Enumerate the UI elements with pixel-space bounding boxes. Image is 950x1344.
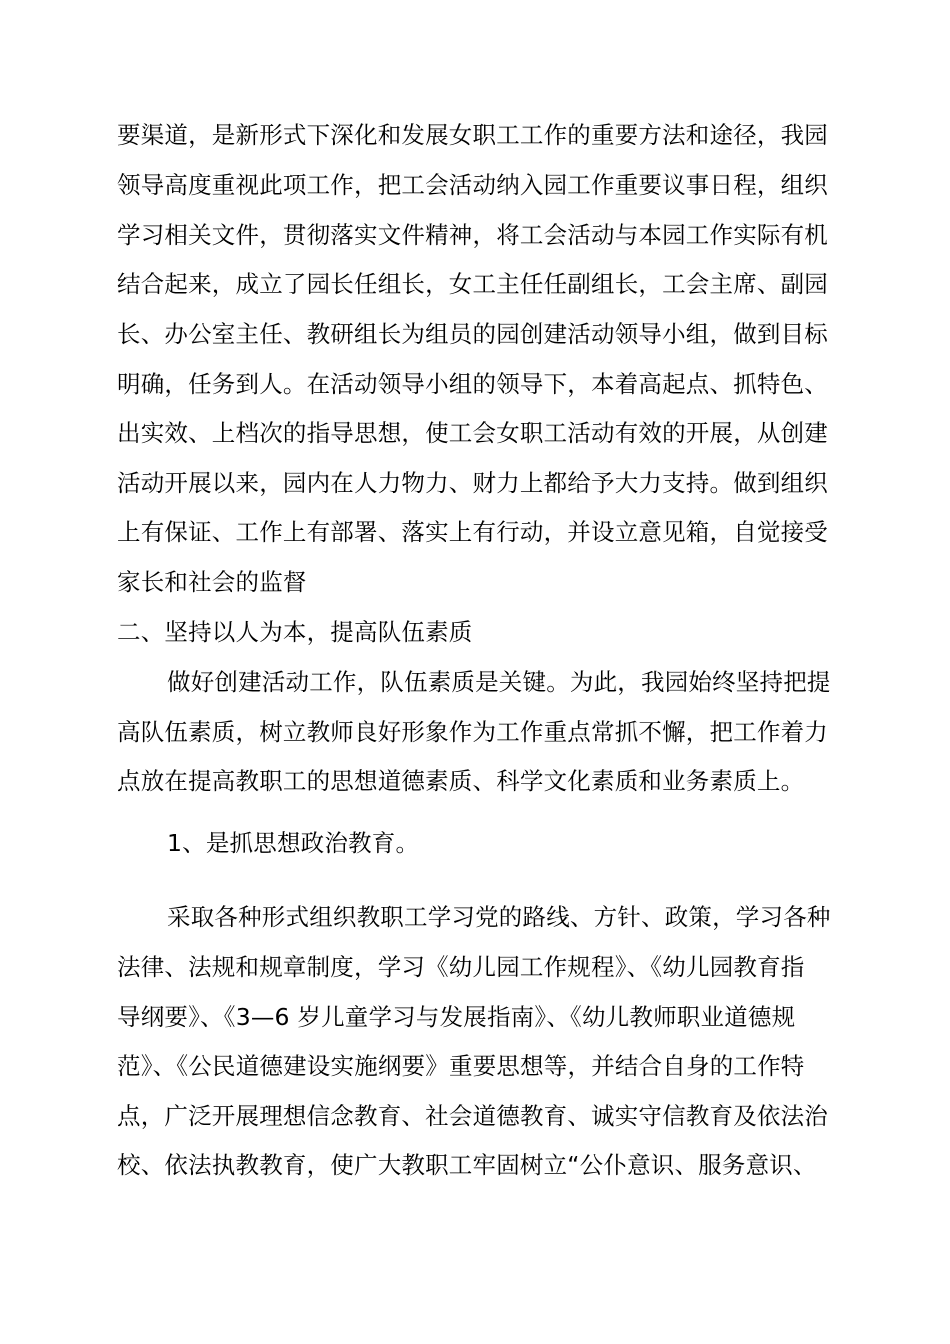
paragraph-line-4: 结合起来，成立了园长任组长，女工主任任副组长，工会主席、副园 — [117, 270, 828, 298]
paragraph-line-13: 点放在提高教职工的思想道德素质、科学文化素质和业务素质上。 — [117, 767, 805, 795]
paragraph-line-8: 活动开展以来，园内在人力物力、财力上都给予大力支持。做到组织 — [117, 469, 828, 497]
paragraph-line-1: 要渠道，是新形式下深化和发展女职工工作的重要方法和途径，我园 — [117, 121, 828, 149]
paragraph-line-18: 点，广泛开展理想信念教育、社会道德教育、诚实守信教育及依法治 — [117, 1102, 828, 1130]
paragraph-line-6: 明确，任务到人。在活动领导小组的领导下，本着高起点、抓特色、 — [117, 370, 828, 398]
paragraph-line-14: 采取各种形式组织教职工学习党的路线、方针、政策，学习各种 — [167, 903, 831, 931]
subheading: 1、是抓思想政治教育。 — [167, 829, 420, 857]
paragraph-line-19: 校、依法执教教育，使广大教职工牢固树立“公仆意识、服务意识、 — [117, 1151, 817, 1179]
paragraph-line-16: 导纲要》、《3—6 岁儿童学习与发展指南》、《幼儿教师职业道德规 — [117, 1003, 796, 1031]
section-heading: 二、坚持以人为本，提高队伍素质 — [117, 618, 473, 646]
paragraph-line-5: 长、办公室主任、教研组长为组员的园创建活动领导小组，做到目标 — [117, 320, 828, 348]
paragraph-line-9: 上有保证、工作上有部署、落实上有行动，并设立意见箱，自觉接受 — [117, 518, 828, 546]
paragraph-line-17: 范》、《公民道德建设实施纲要》重要思想等，并结合自身的工作特 — [117, 1052, 805, 1080]
paragraph-line-2: 领导高度重视此项工作，把工会活动纳入园工作重要议事日程，组织 — [117, 171, 828, 199]
paragraph-line-15: 法律、法规和规章制度，学习《幼儿园工作规程》、《幼儿园教育指 — [117, 953, 805, 981]
paragraph-line-12: 高队伍素质，树立教师良好形象作为工作重点常抓不懈，把工作着力 — [117, 718, 828, 746]
paragraph-line-11: 做好创建活动工作，队伍素质是关键。为此，我园始终坚持把提 — [167, 668, 831, 696]
paragraph-line-10: 家长和社会的监督 — [117, 568, 307, 596]
paragraph-line-7: 出实效、上档次的指导思想，使工会女职工活动有效的开展，从创建 — [117, 419, 828, 447]
paragraph-line-3: 学习相关文件，贯彻落实文件精神，将工会活动与本园工作实际有机 — [117, 221, 828, 249]
